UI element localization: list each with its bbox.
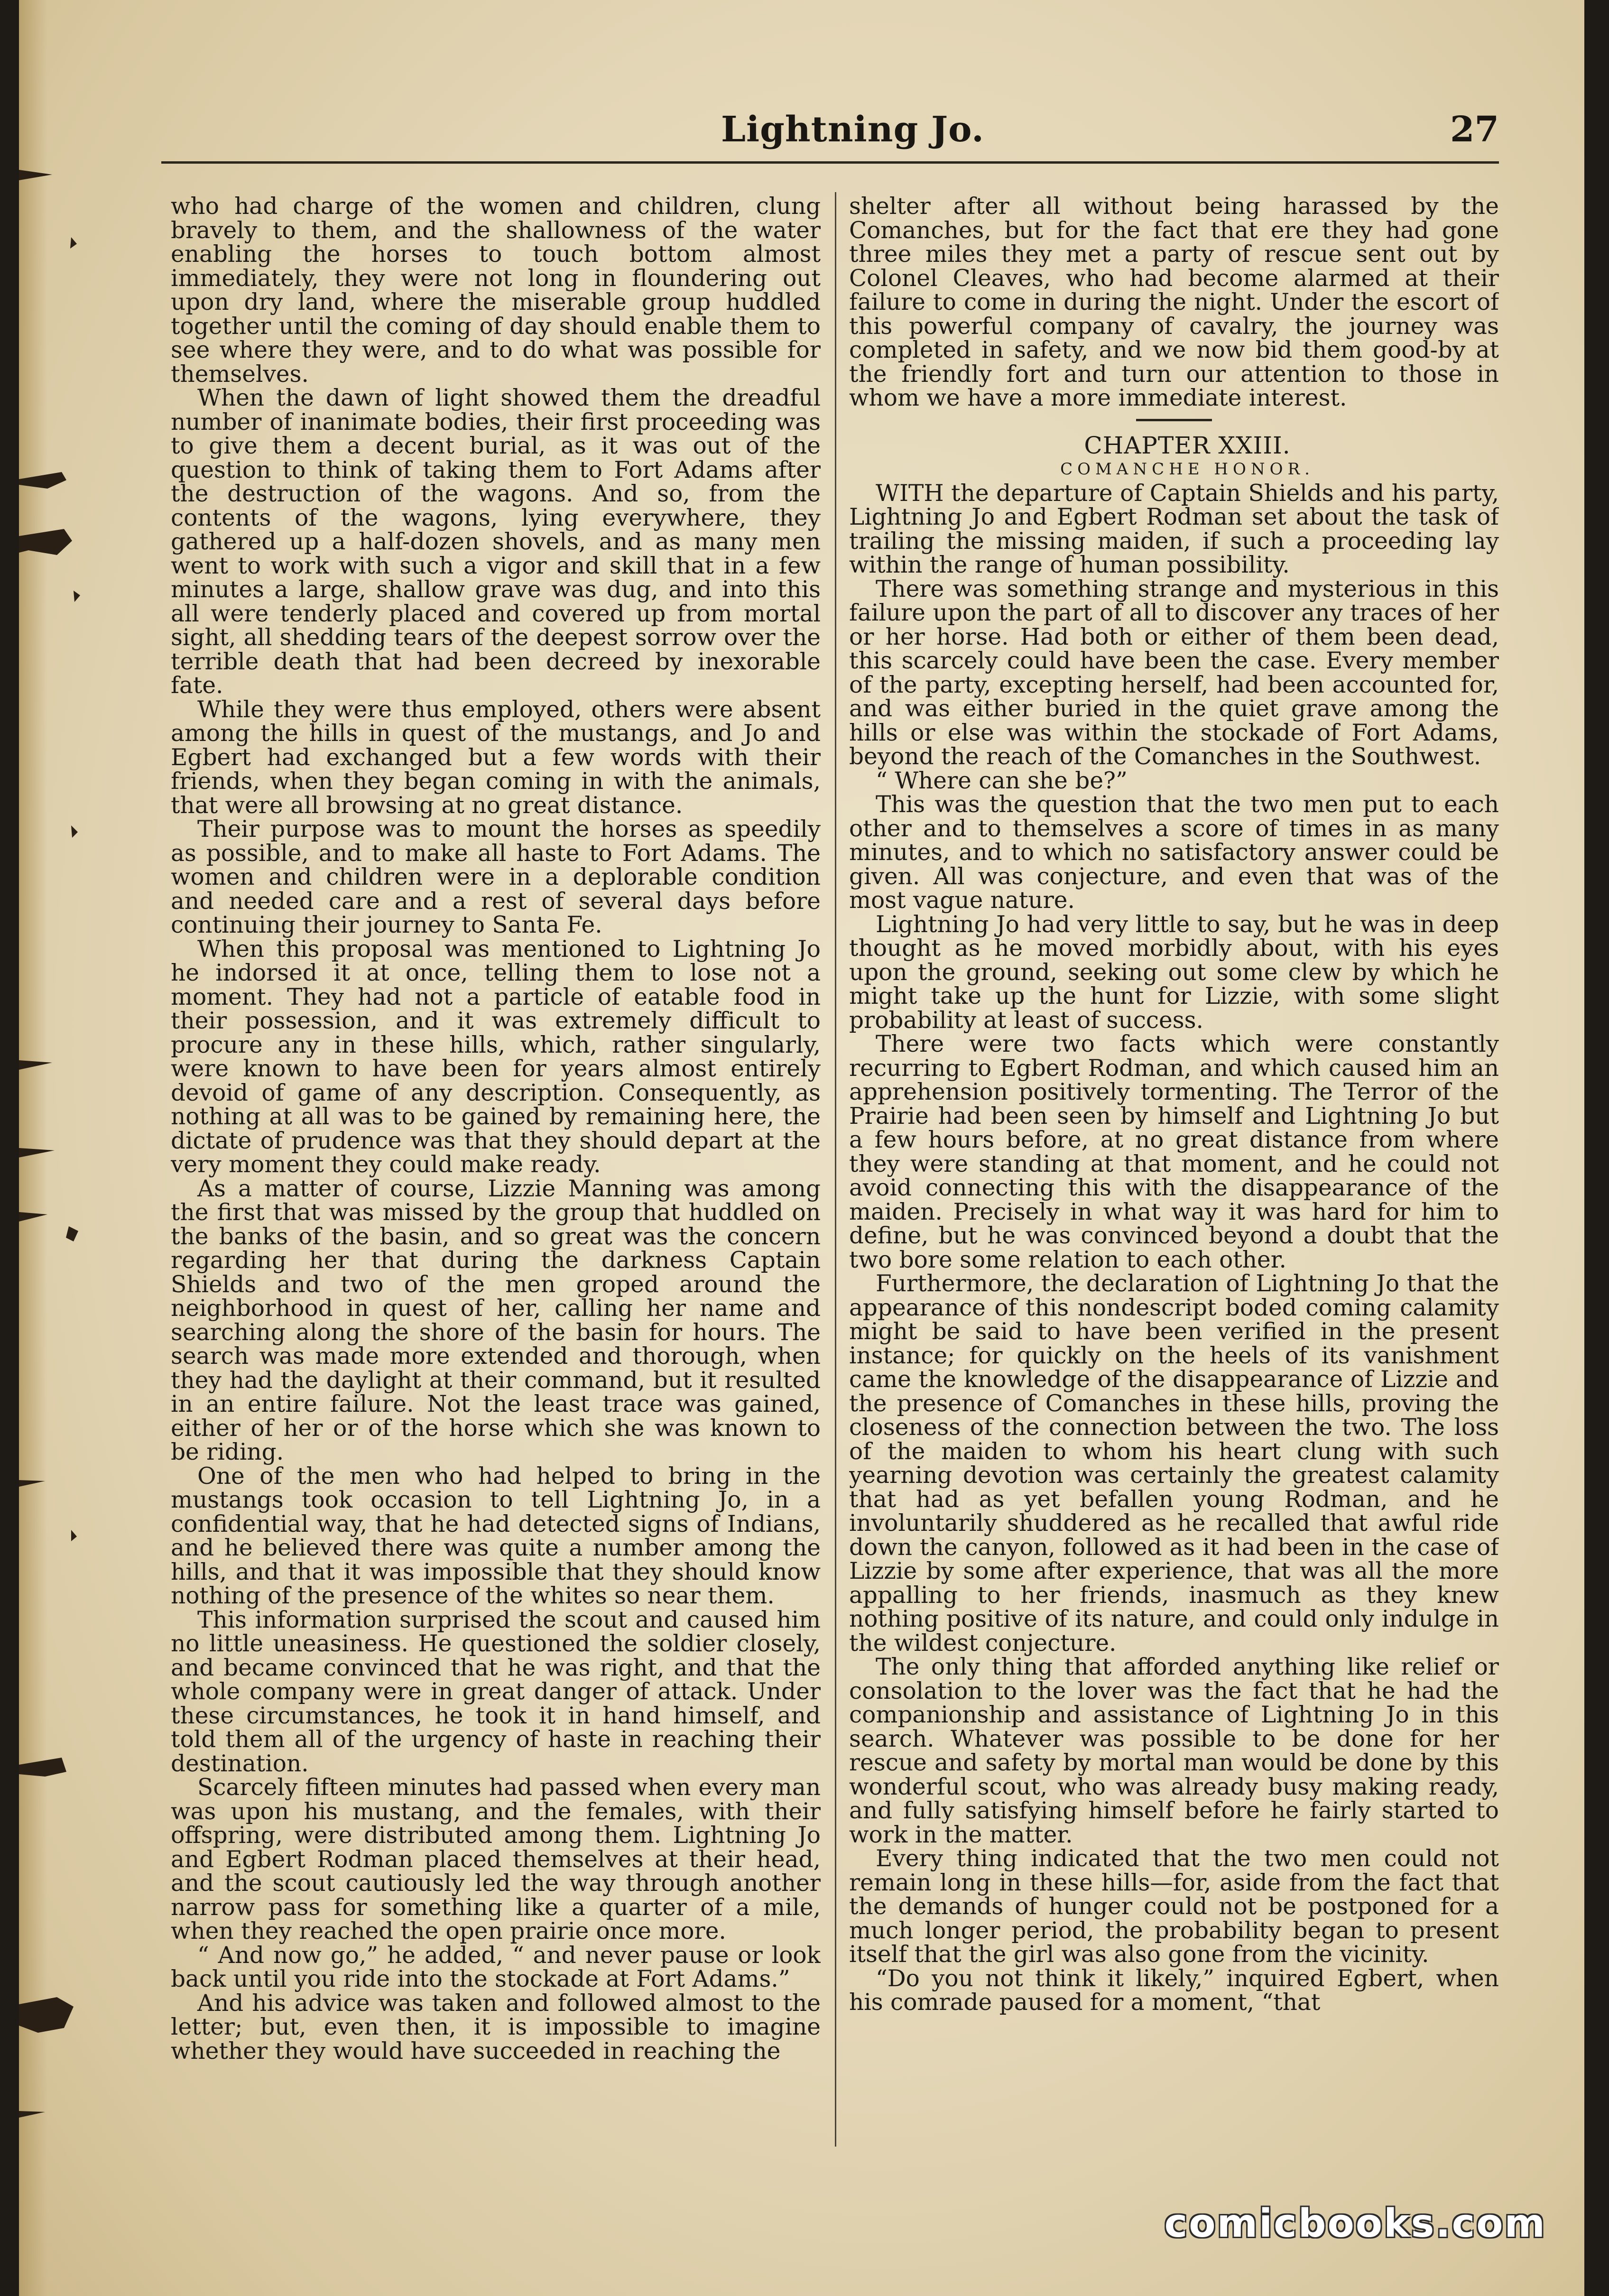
paragraph: One of the men who had helped to bring in the mustangs took occasion to tell Lightning Jo, in a confidential way, that he had detected signs of Indians, and he believed there was quite a number among the hills, and that it was impossible that they should know nothing of the presence of the whites so near them. [171, 1463, 821, 1609]
column-divider [835, 192, 836, 2147]
section-rule [1136, 419, 1212, 421]
paragraph: When this proposal was mentioned to Lightning Jo he indorsed it at once, telling them to lose not a moment. They had not a particle of eatable food in their possession, and it was extremely difficult to procure any in these hills, which, rather singularly, were known to have been for years almost entirely devoid of game of any description. Consequently, as nothing at all was to be gained by remaining here, the dictate of prudence was that they should depart at the very moment they could make ready. [171, 935, 821, 1178]
paragraph: As a matter of course, Lizzie Manning was among the first that was missed by the group that huddled on the banks of the basin, and so great was the concern regarding her that during the darkness Captain Shields and two of the men groped around the neighborhood in quest of her, calling her name and searching along the shore of the basin for hours. The search was made more extended and thorough, when they had the daylight at their command, but it resulted in an entire failure. Not the least trace was gained, either of her or of the horse which she was known to be riding. [171, 1175, 821, 1465]
book-page [19, 0, 1584, 2296]
paragraph: Furthermore, the declaration of Lightning Jo that the appearance of this nondescript boded coming calamity might be said to have been verified in the present instance; for quickly on the heels of its vanishment came the knowledge of the disappearance of Lizzie and the presence of Comanches in these hills, proving the closeness of the connection between the two. The loss of the maiden to whom his heart clung with such yearning devotion was certainly the greatest calamity that had as yet befallen young Rodman, and he involuntarily shuddered as he recalled that awful ride down the canyon, followed as it had been in the case of Lizzie by some after experience, that was all the more appalling to her friends, inasmuch as they knew nothing positive of its nature, and could only indulge in the wildest conjecture. [849, 1270, 1499, 1657]
paragraph: This information surprised the scout and caused him no little uneasiness. He questioned the soldier closely, and became convinced that he was right, and that the whole company were in great danger of attack. Under these circumstances, he took it in hand himself, and told them all of the urgency of haste in reaching their destination. [171, 1606, 821, 1777]
paragraph: There were two facts which were constantly recurring to Egbert Rodman, and which caused him an apprehension positively tormenting. The Terror of the Prairie had been seen by himself and Lightning Jo but a few hours before, at no great distance from where they were standing at that moment, and he could not avoid connecting this with the disappearance of the maiden. Precisely in what way it was hard for him to define, but he was convinced beyond a doubt that the two bore some relation to each other. [849, 1031, 1499, 1273]
right-column [849, 194, 1499, 2149]
running-title: Lightning Jo. [721, 109, 984, 150]
paragraph: Lightning Jo had very little to say, but he was in deep thought as he moved morbidly about, with his eyes upon the ground, seeking out some clew by which he might take up the hunt for Lizzie, with some slight probability at least of success. [849, 911, 1499, 1034]
paragraph: When the dawn of light showed them the dreadful number of inanimate bodies, their first proceeding was to give them a decent burial, as it was out of the question to think of taking them to Fort Adams after the destruction of the wagons. And so, from the contents of the wagons, lying everywhere, they gathered up a half-dozen shovels, and as many men went to work with such a vigor and skill that in a few minutes a large, shallow grave was dug, and into this all were tenderly placed and covered up from mortal sight, all shedding tears of the deepest sorrow over the terrible death that had been decreed by inexorable fate. [171, 385, 821, 699]
paragraph: shelter after all without being harassed by the Comanches, but for the fact that ere they had gone three miles they met a party of rescue sent out by Colonel Cleaves, who had become alarmed at their failure to come in during the night. Under the escort of this powerful company of cavalry, the journey was completed in safety, and we now bid them good-by at the friendly fort and turn our attention to those in whom we have a more immediate interest. [849, 194, 1499, 411]
paragraph: “Do you not think it likely,” inquired Egbert, when his comrade paused for a moment, “that [849, 1965, 1499, 2016]
left-column [171, 194, 821, 2149]
paragraph: Scarcely fifteen minutes had passed when every man was upon his mustang, and the females, with their offspring, were distributed among them. Lightning Jo and Egbert Rodman placed themselves at their head, and the scout cautiously led the way through another narrow pass for something like a quarter of a mile, when they reached the open prairie once more. [171, 1774, 821, 1944]
paragraph: “ And now go,” he added, “ and never pause or look back until you ride into the stockade at Fort Adams.” [171, 1942, 821, 1992]
watermark: comicbooks.com [1164, 2201, 1546, 2246]
paragraph: WITH the departure of Captain Shields and his party, Lightning Jo and Egbert Rodman set about the task of trailing the missing maiden, if such a proceeding lay within the range of human possibility. [849, 480, 1499, 578]
paragraph: The only thing that afforded anything like relief or consolation to the lover was the fact that he had the companionship and assistance of Lightning Jo in this search. Whatever was possible to be done for her rescue and safety by mortal man would be done by this wonderful scout, who was already busy making ready, and fully satisfying himself before he fairly started to work in the matter. [849, 1654, 1499, 1848]
paragraph: who had charge of the women and children, clung bravely to them, and the shallowness of the water enabling the horses to touch bottom almost immediately, they were not long in floundering out upon dry land, where the miserable group huddled together until the coming of day should enable them to see where they were, and to do what was possible for themselves. [171, 194, 821, 388]
paragraph: Their purpose was to mount the horses as speedily as possible, and to make all haste to Fort Adams. The women and children were in a deplorable condition and needed care and a rest of several days before continuing their journey to Santa Fe. [171, 816, 821, 938]
page-header [161, 109, 1499, 161]
binding-holes [19, 0, 85, 2296]
paragraph: There was something strange and mysterious in this failure upon the part of all to discover any traces of her or her horse. Had both or either of them been dead, this scarcely could have been the case. Every member of the party, excepting herself, had been accounted for, and was either buried in the quiet grave among the hills or else was within the stockade of Fort Adams, beyond the reach of the Comanches in the Southwest. [849, 575, 1499, 770]
paragraph: While they were thus employed, others were absent among the hills in quest of the mustangs, and Jo and Egbert had exchanged but a few words with their friends, when they began coming in with the animals, that were all browsing at no great distance. [171, 696, 821, 819]
chapter-subtitle: COMANCHE HONOR. [1060, 460, 1314, 479]
paragraph: “ Where can she be?” [876, 767, 1128, 794]
chapter-title: CHAPTER XXIII. [1084, 431, 1291, 459]
paragraph: This was the question that the two men put to each other and to themselves a score of times in as many minutes, and to which no satisfactory answer could be given. All was conjecture, and even that was of the most vague nature. [849, 791, 1499, 914]
page-number: 27 [1450, 109, 1499, 150]
paragraph: Every thing indicated that the two men could not remain long in these hills—for, aside from the fact that the demands of hunger could not be postponed for a much longer period, the probability began to present itself that the girl was also gone from the vicinity. [849, 1845, 1499, 1968]
paragraph: And his advice was taken and followed almost to the letter; but, even then, it is impossible to imagine whether they would have succeeded in reaching the [171, 1990, 821, 2065]
header-rule [161, 161, 1499, 164]
